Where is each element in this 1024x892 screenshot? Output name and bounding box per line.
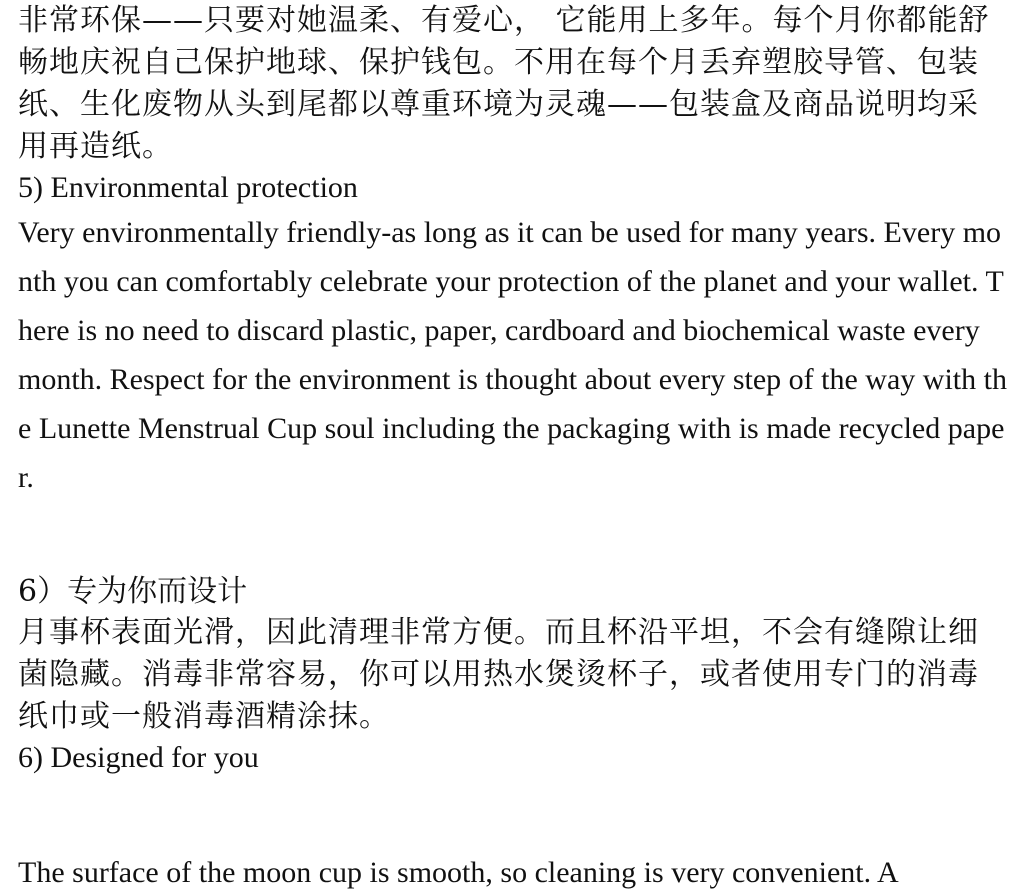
document-page	[18, 0, 1008, 778]
section6-english-heading: 6) Designed for you	[18, 741, 259, 774]
paragraph-gap	[18, 502, 1008, 572]
section6-chinese-paragraph: 月事杯表面光滑，因此清理非常方便。而且杯沿平坦，不会有缝隙让细菌隐藏。消毒非常容易，你可以用热水煲烫杯子，或者使用专门的消毒纸巾或一般消毒酒精涂抹。	[18, 615, 979, 734]
section5-english-paragraph: Very environmentally friendly-as long as it can be used for many years. Every month you can comfortably celebrate your protection of the planet and your wallet. There is no need to discard plastic, paper, cardboard and biochemical waste every month. Respect for the environment is thought about every step of the way with the Lunette Menstrual Cup soul including the packaging with is made recycled paper.	[18, 216, 1007, 494]
section6-english-partial-line: The surface of the moon cup is smooth, so cleaning is very convenient. A	[18, 856, 899, 889]
section5-english-heading: 5) Environmental protection	[18, 171, 358, 204]
section6-chinese-heading: 6）专为你而设计	[18, 574, 248, 609]
section6-english-paragraph-cutoff	[18, 848, 1008, 892]
section5-chinese-paragraph: 非常环保——只要对她温柔、有爱心， 它能用上多年。每个月你都能舒畅地庆祝自己保护地球、保护钱包。不用在每个月丢弃塑胶导管、包装纸、生化废物从头到尾都以尊重环境为灵魂——包装盒及商品说明均采用再造纸。	[18, 3, 990, 164]
